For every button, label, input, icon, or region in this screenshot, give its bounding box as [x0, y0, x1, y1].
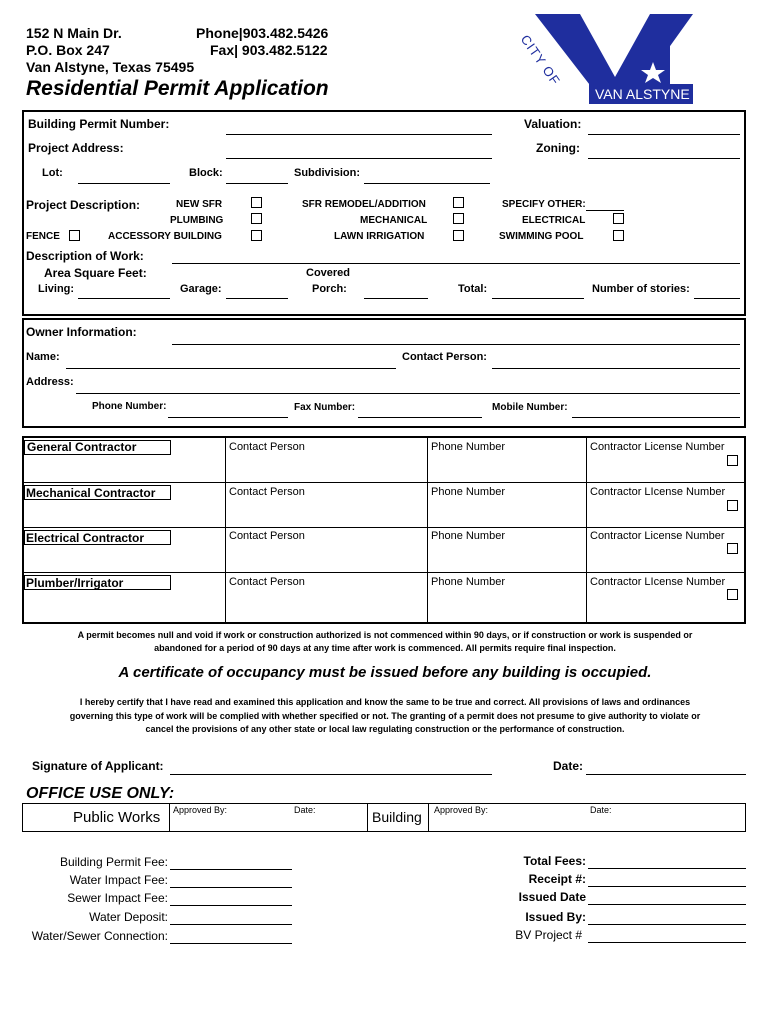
- electrical-label: ELECTRICAL: [522, 215, 586, 226]
- total-label: Total:: [458, 283, 488, 295]
- bv-project-field[interactable]: [588, 942, 746, 943]
- sewer-impact-fee-label: Sewer Impact Fee:: [67, 891, 168, 905]
- electrical-license-checkbox[interactable]: [727, 543, 738, 554]
- sewer-impact-fee-field[interactable]: [170, 905, 292, 906]
- mechanical-license-checkbox[interactable]: [727, 500, 738, 511]
- owner-name-field[interactable]: [66, 368, 396, 369]
- area-square-feet-label: Area Square Feet:: [44, 266, 147, 280]
- electrical-phone-number[interactable]: Phone Number: [431, 530, 505, 542]
- plumber-license-checkbox[interactable]: [727, 589, 738, 600]
- water-sewer-connection-label: Water/Sewer Connection:: [31, 929, 168, 943]
- signature-date-label: Date:: [553, 759, 584, 773]
- accessory-building-label: ACCESSORY BUILDING: [108, 231, 222, 242]
- building-permit-number-field[interactable]: [226, 134, 492, 135]
- signature-date-field[interactable]: [586, 774, 746, 775]
- mechanical-contact-person[interactable]: Contact Person: [229, 486, 305, 498]
- bv-project-label: BV Project #: [515, 928, 582, 942]
- general-contact-person[interactable]: Contact Person: [229, 441, 305, 453]
- owner-information-label: Owner Information:: [26, 325, 137, 339]
- valuation-label: Valuation:: [524, 117, 582, 131]
- swimming-pool-label: SWIMMING POOL: [499, 231, 584, 242]
- owner-mobile-field[interactable]: [572, 417, 740, 418]
- null-void-notice-line-1: A permit becomes null and void if work or construction authorized is not commenced within 90 days, or if construction or work is suspended or: [77, 630, 693, 640]
- project-address-label: Project Address:: [28, 141, 124, 155]
- office-divider-1: [169, 803, 170, 832]
- plumber-license-number[interactable]: Contractor LIcense Number: [590, 576, 726, 588]
- issued-date-field[interactable]: [588, 904, 746, 905]
- contractors-col-divider-2: [427, 438, 428, 622]
- water-impact-fee-field[interactable]: [170, 887, 292, 888]
- logo-city-text: CITY OF: [517, 32, 564, 89]
- living-label: Living:: [38, 283, 75, 295]
- electrical-contact-person[interactable]: Contact Person: [229, 530, 305, 542]
- public-works-date-label: Date:: [294, 805, 316, 815]
- certify-statement-line-2: governing this type of work will be complied with whether specified or not. The granting of a permit does not presume to give authority to violate or: [69, 711, 701, 721]
- specify-other-field[interactable]: [586, 210, 624, 211]
- description-of-work-label: Description of Work:: [26, 249, 144, 263]
- water-deposit-field[interactable]: [170, 924, 292, 925]
- owner-phone-label: Phone Number:: [92, 401, 167, 412]
- zoning-label: Zoning:: [536, 141, 580, 155]
- plumber-contact-person[interactable]: Contact Person: [229, 576, 305, 588]
- office-use-only-label: OFFICE USE ONLY:: [26, 785, 175, 802]
- sfr-remodel-label: SFR REMODEL/ADDITION: [302, 199, 426, 210]
- electrical-license-number[interactable]: Contractor License Number: [590, 530, 725, 542]
- general-license-checkbox[interactable]: [727, 455, 738, 466]
- valuation-field[interactable]: [588, 134, 740, 135]
- fence-checkbox[interactable]: [69, 230, 80, 241]
- mechanical-license-number[interactable]: Contractor LIcense Number: [590, 486, 726, 498]
- sfr-remodel-checkbox[interactable]: [453, 197, 464, 208]
- building-permit-fee-label: Building Permit Fee:: [59, 855, 168, 869]
- owner-information-field[interactable]: [172, 344, 740, 345]
- living-field[interactable]: [78, 298, 170, 299]
- owner-address-label: Address:: [26, 376, 74, 388]
- electrical-checkbox[interactable]: [613, 213, 624, 224]
- project-address-field[interactable]: [226, 158, 492, 159]
- address-line-1: 152 N Main Dr.: [26, 25, 122, 41]
- office-divider-2: [367, 803, 368, 832]
- number-of-stories-label: Number of stories:: [592, 283, 690, 295]
- public-works-label: Public Works: [73, 809, 161, 826]
- plumbing-label: PLUMBING: [170, 215, 224, 226]
- garage-label: Garage:: [180, 283, 222, 295]
- water-impact-fee-label: Water Impact Fee:: [69, 873, 168, 887]
- total-fees-label: Total Fees:: [523, 854, 586, 868]
- contractors-row-divider-3: [24, 572, 744, 573]
- new-sfr-checkbox[interactable]: [251, 197, 262, 208]
- null-void-notice-line-2: abandoned for a period of 90 days at any time after work is commenced. All permits require final inspection.: [154, 643, 616, 653]
- receipt-field[interactable]: [588, 886, 746, 887]
- owner-fax-field[interactable]: [358, 417, 482, 418]
- phone-number: Phone|903.482.5426: [196, 25, 329, 41]
- porch-field[interactable]: [364, 298, 428, 299]
- issued-date-label: Issued Date: [518, 890, 586, 904]
- owner-contact-person-label: Contact Person:: [402, 351, 487, 363]
- mechanical-checkbox[interactable]: [453, 213, 464, 224]
- contractors-col-divider-1: [225, 438, 226, 622]
- subdivision-field[interactable]: [364, 183, 490, 184]
- plumbing-checkbox[interactable]: [251, 213, 262, 224]
- address-line-2: P.O. Box 247: [26, 42, 110, 58]
- issued-by-label: Issued By:: [525, 910, 586, 924]
- building-label: Building: [372, 809, 422, 825]
- lawn-irrigation-checkbox[interactable]: [453, 230, 464, 241]
- lot-label: Lot:: [42, 167, 63, 179]
- water-deposit-label: Water Deposit:: [89, 910, 168, 924]
- building-date-label: Date:: [590, 805, 612, 815]
- zoning-field[interactable]: [588, 158, 740, 159]
- water-sewer-connection-field[interactable]: [170, 943, 292, 944]
- swimming-pool-checkbox[interactable]: [613, 230, 624, 241]
- building-approved-by-label: Approved By:: [434, 805, 489, 815]
- signature-of-applicant-label: Signature of Applicant:: [32, 759, 164, 773]
- building-permit-number-label: Building Permit Number:: [28, 117, 170, 131]
- address-line-3: Van Alstyne, Texas 75495: [26, 59, 195, 75]
- owner-address-field[interactable]: [76, 393, 740, 394]
- block-label: Block:: [189, 167, 223, 179]
- receipt-label: Receipt #:: [528, 872, 586, 886]
- certify-statement-line-3: cancel the provisions of any other state or local law regulating construction or the performance of construction.: [145, 724, 625, 734]
- description-of-work-field[interactable]: [172, 263, 740, 264]
- subdivision-label: Subdivision:: [294, 167, 360, 179]
- general-license-number[interactable]: Contractor License Number: [590, 441, 725, 453]
- porch-label: Porch:: [312, 283, 347, 295]
- owner-phone-field[interactable]: [168, 417, 288, 418]
- project-description-label: Project Description:: [26, 198, 141, 212]
- plumber-phone-number[interactable]: Phone Number: [431, 576, 505, 588]
- public-works-approved-by-label: Approved By:: [173, 805, 228, 815]
- general-contractor-label: General Contractor: [27, 440, 137, 454]
- lawn-irrigation-label: LAWN IRRIGATION: [334, 231, 425, 242]
- owner-fax-label: Fax Number:: [294, 402, 356, 413]
- owner-contact-person-field[interactable]: [492, 368, 740, 369]
- total-fees-field[interactable]: [588, 868, 746, 869]
- building-permit-fee-field[interactable]: [170, 869, 292, 870]
- fence-label: FENCE: [26, 231, 60, 242]
- issued-by-field[interactable]: [588, 924, 746, 925]
- contractors-col-divider-3: [586, 438, 587, 622]
- page-title: Residential Permit Application: [26, 77, 329, 100]
- electrical-contractor-label: Electrical Contractor: [26, 531, 145, 545]
- accessory-building-checkbox[interactable]: [251, 230, 262, 241]
- mechanical-label: MECHANICAL: [360, 215, 428, 226]
- owner-mobile-label: Mobile Number:: [492, 402, 568, 413]
- block-field[interactable]: [226, 183, 288, 184]
- covered-label: Covered: [306, 267, 351, 279]
- new-sfr-label: NEW SFR: [176, 199, 223, 210]
- certify-statement-line-1: I hereby certify that I have read and examined this application and know the same to be true and correct. All provisions of laws and ordinances: [79, 697, 691, 707]
- certificate-occupancy-notice: A certificate of occupancy must be issued before any building is occupied.: [118, 664, 652, 681]
- office-divider-3: [428, 803, 429, 832]
- total-field[interactable]: [492, 298, 584, 299]
- signature-field[interactable]: [170, 774, 492, 775]
- lot-field[interactable]: [78, 183, 170, 184]
- mechanical-contractor-label: Mechanical Contractor: [26, 486, 156, 500]
- number-of-stories-field[interactable]: [694, 298, 740, 299]
- logo-name-text: VAN ALSTYNE: [595, 86, 690, 102]
- garage-field[interactable]: [226, 298, 288, 299]
- city-logo: [517, 12, 700, 107]
- plumber-irrigator-label: Plumber/Irrigator: [26, 576, 124, 590]
- contractors-row-divider-2: [24, 527, 744, 528]
- general-phone-number[interactable]: Phone Number: [431, 441, 505, 453]
- owner-name-label: Name:: [26, 351, 60, 363]
- contractors-row-divider-1: [24, 482, 744, 483]
- mechanical-phone-number[interactable]: Phone Number: [431, 486, 505, 498]
- specify-other-label: SPECIFY OTHER:: [502, 199, 586, 210]
- fax-number: Fax| 903.482.5122: [210, 42, 328, 58]
